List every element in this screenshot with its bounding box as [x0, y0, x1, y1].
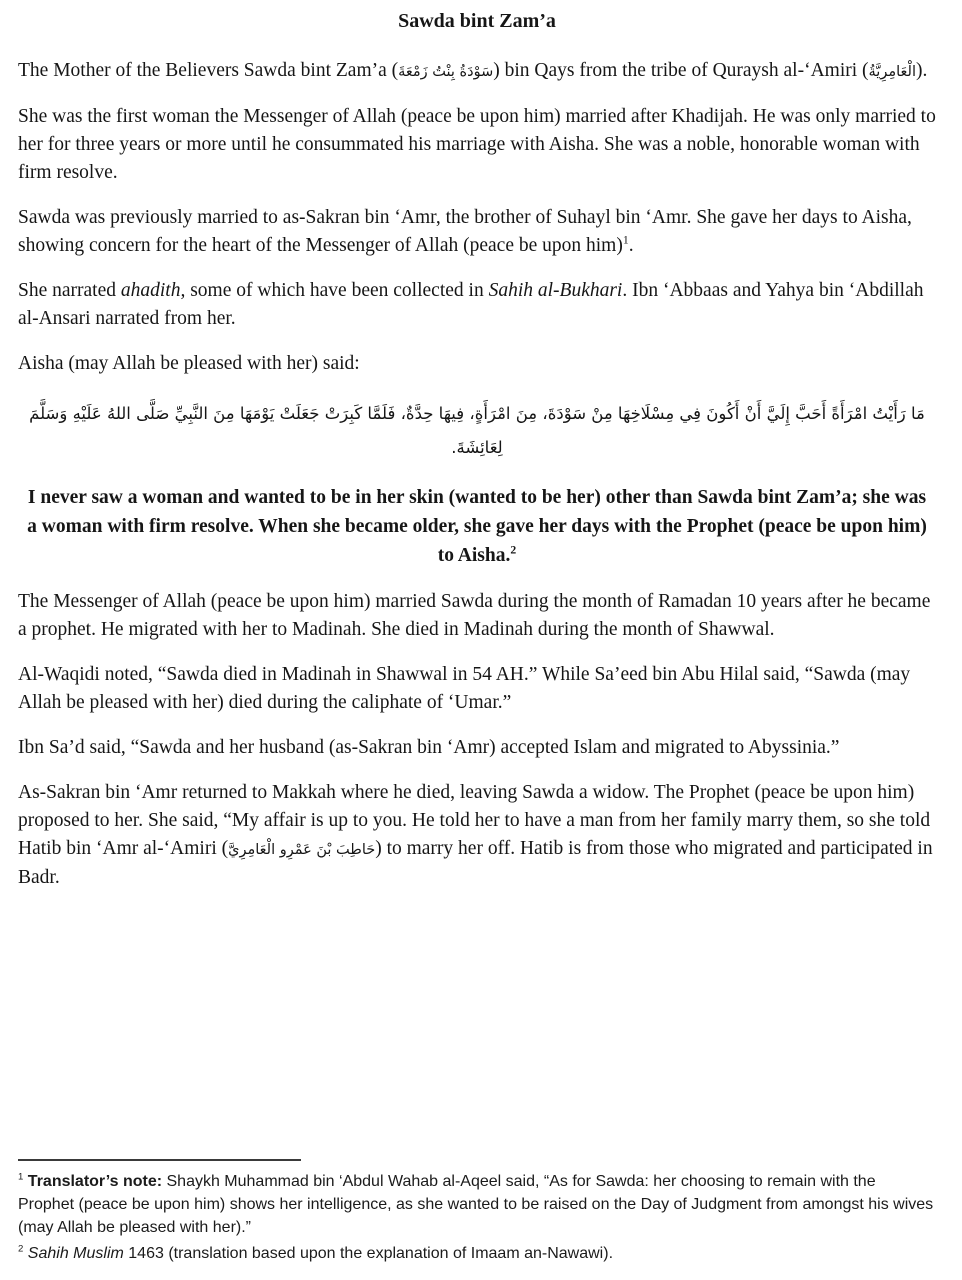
footnote-1	[18, 1170, 936, 1239]
footnote-1-label: Translator’s note:	[27, 1173, 163, 1190]
paragraph-aisha-said: Aisha (may Allah be pleased with her) said:	[18, 353, 360, 374]
text-segment: . Ibn ‘Abbaas and Yahya bin ‘Abdillah al-Ansari narrated from her.	[18, 280, 924, 329]
italic-term-ahadith: ahadith,	[120, 280, 186, 301]
footnote-1-number: 1	[18, 1171, 24, 1183]
arabic-name-hatib: حَاطِبَ بْنَ عَمْرِو الْعَامِرِيَّ	[228, 842, 376, 858]
paragraph-lineage	[18, 57, 936, 86]
arabic-hadith-quote: مَا رَأَيْتُ امْرَأَةً أَحَبَّ إِلَيَّ أَنْ أَكُونَ فِي مِسْلَاخِهَا مِنْ سَوْدَةَ، مِنَ امْرَأَةٍ، فِيهَا حِدَّةٌ، فَلَمَّا كَبِرَتْ جَعَلَتْ يَوْمَهَا مِنَ النَّبِيِّ صَلَّى اللهُ عَلَيْهِ وَسَلَّمَ لِعَائِشَةَ.	[29, 404, 925, 457]
footnote-divider	[18, 1159, 301, 1161]
paragraph-first-wife-after-khadijah: She was the first woman the Messenger of Allah (peace be upon him) married after Khadijah. He was only married to her for three years or more until he consummated his marriage with Aisha. She was a noble, honorable woman with firm resolve.	[18, 106, 936, 183]
text-segment: ) bin Qays from the tribe of Quraysh al-‘Amiri (	[493, 60, 869, 81]
text-segment: She narrated	[18, 280, 121, 301]
text-segment: The Mother of the Believers Sawda bint Zam’a (	[18, 60, 399, 81]
footnote-2-text: 1463 (translation based upon the explanation of Imaam an-Nawawi).	[123, 1245, 614, 1262]
text-segment: ) to marry her off. Hatib is from those who migrated and participated in Badr.	[18, 838, 933, 888]
text-segment: Sawda was previously married to as-Sakran bin ‘Amr, the brother of Suhayl bin ‘Amr. She gave her days to Aisha, showing concern for the heart of the Messenger of Allah (peace be upon him)	[18, 207, 912, 256]
paragraph-ibn-sad: Ibn Sa’d said, “Sawda and her husband (as-Sakran bin ‘Amr) accepted Islam and migrated to Abyssinia.”	[18, 737, 840, 758]
text-segment: some of which have been collected in	[185, 280, 489, 301]
paragraph-previous-marriage	[18, 204, 936, 260]
arabic-name-sawda: سَوْدَةُ بِنْتُ زَمْعَةَ	[398, 64, 494, 80]
footnotes-section	[18, 1159, 936, 1268]
page-title: Sawda bint Zam’a	[398, 10, 556, 32]
paragraph-narrations	[18, 277, 936, 333]
footnote-1-text: Shaykh Muhammad bin ‘Abdul Wahab al-Aqeel said, “As for Sawda: her choosing to remain with the Prophet (peace be upon him) shows her intelligence, as she wanted to be raised on the Day of Judgment from amongst his wives (may Allah be pleased with her).”	[18, 1173, 934, 1236]
text-segment: As-Sakran bin ‘Amr returned to Makkah where he died, leaving Sawda a widow. The Prophet (peace be upon him) proposed to her. She said, “My affair is up to you. He told her to have a man from her family marry them, so she told Hatib bin ‘Amr al-‘Amiri (	[18, 782, 931, 859]
footnote-2-number: 2	[18, 1243, 24, 1255]
footnote-2	[18, 1242, 936, 1265]
italic-term-sahih-al-bukhari: Sahih al-Bukhari	[488, 280, 623, 301]
paragraph-widowhood	[18, 779, 936, 892]
hadith-translation	[22, 483, 932, 570]
text-segment: I never saw a woman and wanted to be in her skin (wanted to be her) other than Sawda bint Zam’a; she was a woman with firm resolve. When she became older, she gave her days with the Prophet (peace be upon him) to Aisha.	[27, 487, 927, 566]
footnote-ref-2: 2	[510, 543, 517, 557]
text-segment: .	[628, 235, 634, 256]
footnote-2-source-title: Sahih Muslim	[27, 1245, 124, 1262]
footnote-ref-1: 1	[622, 233, 629, 247]
paragraph-marriage-date: The Messenger of Allah (peace be upon him) married Sawda during the month of Ramadan 10 years after he became a prophet. He migrated with her to Madinah. She died in Madinah during the month of Shawwal.	[18, 591, 931, 640]
text-segment: ).	[915, 60, 928, 81]
paragraph-death-accounts: Al-Waqidi noted, “Sawda died in Madinah in Shawwal in 54 AH.” While Sa’eed bin Abu Hilal said, “Sawda (may Allah be pleased with her) died during the caliphate of ‘Umar.”	[18, 664, 911, 713]
arabic-name-amiriyyah: الْعَامِرِيَّةُ	[868, 64, 916, 80]
